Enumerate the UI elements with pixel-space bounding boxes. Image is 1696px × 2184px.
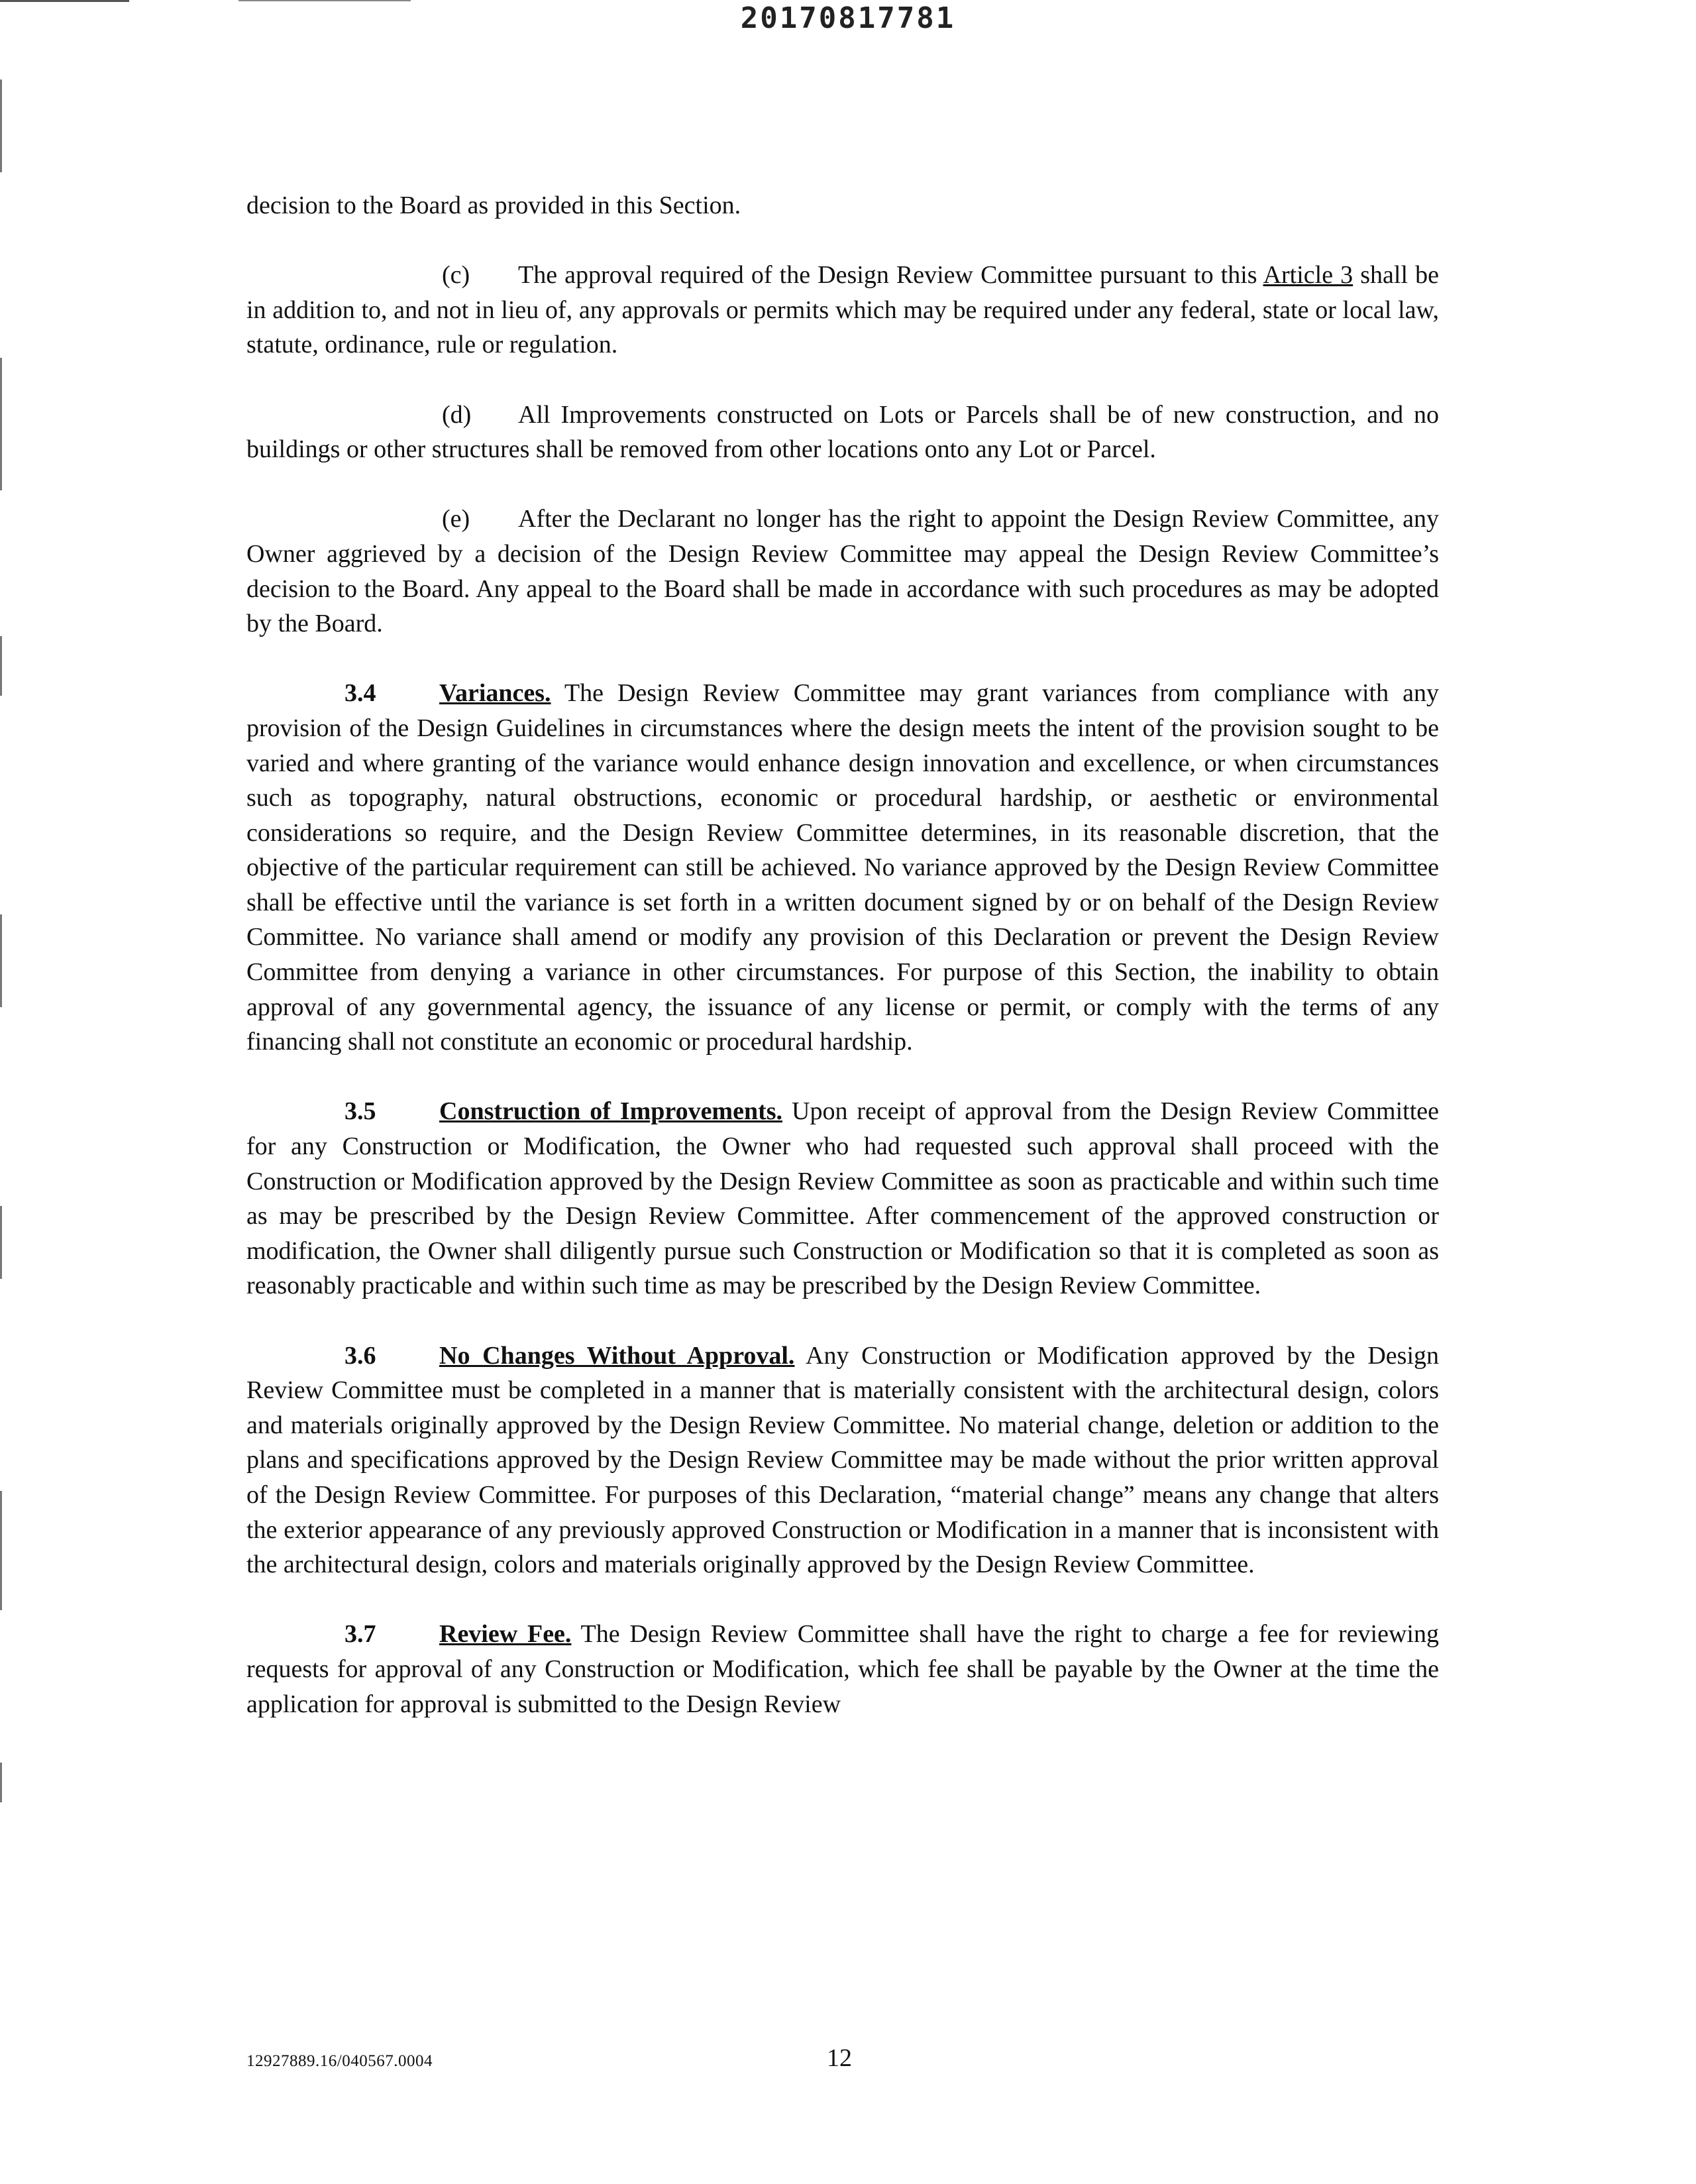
item-label: (e) bbox=[442, 505, 470, 533]
section-3-5 bbox=[246, 1094, 1439, 1303]
section-number: 3.7 bbox=[344, 1620, 376, 1649]
page-number: 12 bbox=[827, 2044, 852, 2072]
paragraph-continuation: decision to the Board as provided in this Section. bbox=[246, 191, 741, 219]
recording-number: 20170817781 bbox=[740, 1, 956, 35]
section-number: 3.4 bbox=[344, 679, 376, 708]
scan-margin-mark bbox=[0, 1491, 2, 1610]
scan-margin-mark bbox=[0, 1763, 2, 1802]
section-3-4 bbox=[246, 676, 1439, 1060]
paragraph-c bbox=[246, 258, 1439, 362]
section-number: 3.5 bbox=[344, 1097, 376, 1126]
scan-margin-mark bbox=[0, 80, 2, 172]
article-reference-link[interactable]: Article 3 bbox=[1263, 261, 1353, 290]
item-label: (c) bbox=[442, 261, 470, 290]
section-3-6 bbox=[246, 1338, 1439, 1582]
section-text: Upon receipt of approval from the Design Review Committee for any Construction or Modification, the Owner who had requested such approval shall proceed with the Construction or Modification approved by the Design Review Committee as soon as practicable and within such time as may be prescribed by the Design Review Committee. After commencement of the approved construction or modification, the Owner shall diligently pursue such Construction or Modification so that it is completed as soon as reasonably practicable and within such time as may be prescribed by the Design Review Committee. bbox=[246, 1097, 1439, 1300]
section-text: The Design Review Committee may grant variances from compliance with any provision of the Design Guidelines in circumstances where the design meets the intent of the provision sought to be varied and where granting of the variance would enhance design innovation and excellence, or when circumstances such as topography, natural obstructions, economic or procedural hardship, or aesthetic or environmental considerations so require, and the Design Review Committee determines, in its reasonable discretion, that the objective of the particular requirement can still be achieved. No variance approved by the Design Review Committee shall be effective until the variance is set forth in a written document signed by or on behalf of the Design Review Committee. No variance shall amend or modify any provision of this Declaration or prevent the Design Review Committee from denying a variance in other circumstances. For purpose of this Section, the inability to obtain approval of any governmental agency, the issuance of any license or permit, or comply with the terms of any financing shall not constitute an economic or procedural hardship. bbox=[246, 679, 1439, 1056]
paragraph-d bbox=[246, 398, 1439, 467]
paragraph-e bbox=[246, 502, 1439, 641]
section-number: 3.6 bbox=[344, 1341, 376, 1370]
item-label: (d) bbox=[442, 400, 472, 429]
scan-margin-mark bbox=[0, 358, 2, 490]
section-title: Variances. bbox=[439, 679, 551, 708]
section-text: Any Construction or Modification approved by the Design Review Committee must be completed in a manner that is materially consistent with the architectural design, colors and materials originally approved by the Design Review Committee. No material change, deletion or addition to the plans and specifications approved by the Design Review Committee may be made without the prior written approval of the Design Review Committee. For purposes of this Declaration, “material change” means any change that alters the exterior appearance of any previously approved Construction or Modification in a manner that is inconsistent with the architectural design, colors and materials originally approved by the Design Review Committee. bbox=[246, 1341, 1440, 1579]
section-title: Review Fee. bbox=[439, 1620, 572, 1649]
paragraph-text: After the Declarant no longer has the right to appoint the Design Review Committee, any Owner aggrieved by a decision of the Design Review Committee may appeal the Design Review Committee’s decision to the Board. Any appeal to the Board shall be made in accordance with such procedures as may be adopted by the Board. bbox=[246, 505, 1439, 638]
scan-margin-mark bbox=[0, 636, 2, 696]
paragraph-text: The approval required of the Design Review Committee pursuant to this bbox=[518, 261, 1257, 290]
section-text: The Design Review Committee shall have the right to charge a fee for reviewing requests for approval of any Construction or Modification, which fee shall be payable by the Owner at the time the application for approval is submitted to the Design Review bbox=[246, 1620, 1439, 1718]
scan-margin-mark bbox=[0, 914, 2, 1007]
document-body bbox=[246, 188, 1439, 1757]
footer-document-id: 12927889.16/040567.0004 bbox=[246, 2052, 433, 2070]
section-3-7 bbox=[246, 1617, 1439, 1721]
paragraph-text: All Improvements constructed on Lots or Parcels shall be of new construction, and no buildings or other structures shall be removed from other locations onto any Lot or Parcel. bbox=[246, 400, 1439, 464]
section-title: Construction of Improvements. bbox=[439, 1097, 783, 1126]
section-title: No Changes Without Approval. bbox=[439, 1341, 795, 1370]
scan-margin-mark bbox=[0, 1206, 2, 1279]
paragraph-text: shall be in addition to, and not in lieu of, any approvals or permits which may be required under any federal, state or local law, statute, ordinance, rule or regulation. bbox=[246, 261, 1439, 359]
